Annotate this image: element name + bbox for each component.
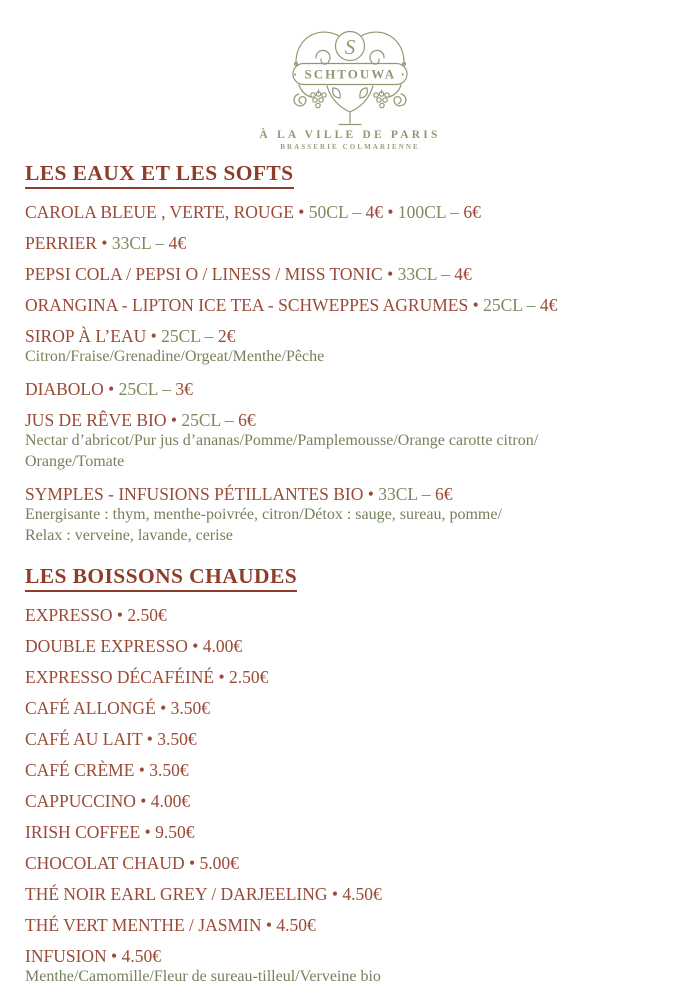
grapes-right	[374, 90, 389, 108]
item-price: 4.50€	[121, 945, 161, 966]
section-title: LES EAUX ET LES SOFTS	[25, 161, 294, 189]
item-name: PEPSI COLA / PEPSI O / LINESS / MISS TONIC •	[25, 264, 398, 284]
item-line	[25, 411, 675, 430]
menu-item	[25, 411, 675, 473]
item-flavors: Menthe/Camomille/Fleur de sureau-tilleul/Verveine bio	[25, 967, 381, 985]
menu-item	[25, 730, 675, 749]
menu-item	[25, 854, 675, 873]
logo-banner-name: · SCHTOUWA ·	[292, 66, 408, 82]
section-boissons-chaudes	[25, 564, 675, 988]
item-price: 6€	[434, 483, 453, 504]
item-line	[25, 916, 675, 935]
menu-item	[25, 296, 675, 315]
menu-item	[25, 327, 675, 368]
item-size: 25CL –	[483, 295, 540, 315]
item-price: 4.50€	[276, 914, 316, 935]
item-name: DIABOLO •	[25, 378, 119, 399]
item-price: 4.50€	[342, 883, 382, 904]
item-price: 3.50€	[170, 697, 211, 718]
item-line	[25, 761, 675, 780]
item-name: JUS DE RÊVE BIO •	[25, 409, 182, 430]
tendril-right	[394, 94, 406, 106]
item-name: PERRIER •	[25, 233, 112, 253]
item-name: CAFÉ AU LAIT •	[25, 728, 158, 749]
item-name: ORANGINA - LIPTON ICE TEA - SCHWEPPES AGRUMES •	[25, 295, 484, 315]
menu-item	[25, 606, 675, 625]
menu-item	[25, 947, 675, 988]
item-flavors: Citron/Fraise/Grenadine/Orgeat/Menthe/Pêche	[25, 348, 325, 365]
item-price: 6€	[463, 202, 481, 222]
item-line	[25, 380, 675, 399]
item-line	[25, 606, 675, 625]
menu-item	[25, 699, 675, 718]
leaf-right	[360, 88, 367, 98]
logo-monogram: S	[344, 35, 356, 59]
item-price: 4.00€	[150, 790, 191, 811]
menu-item	[25, 823, 675, 842]
logo-subtitle: À LA VILLE DE PARIS	[259, 129, 441, 141]
item-line	[25, 730, 675, 749]
vine-right	[389, 85, 401, 97]
item-price: 2.50€	[127, 604, 167, 625]
menu-item	[25, 637, 675, 656]
item-line	[25, 668, 675, 687]
menu-item	[25, 761, 675, 780]
item-line	[25, 296, 675, 315]
item-size: 50CL –	[308, 202, 366, 222]
item-name: EXPRESSO DÉCAFÉINÉ •	[25, 666, 229, 687]
restaurant-logo	[0, 0, 700, 151]
item-price: 2€	[217, 326, 236, 346]
curl-left	[316, 50, 330, 64]
item-name: SYMPLES - INFUSIONS PÉTILLANTES BIO •	[25, 483, 379, 504]
item-name: CAROLA BLEUE , VERTE, ROUGE •	[25, 202, 309, 222]
item-size: 100CL –	[397, 202, 464, 222]
item-separator: •	[383, 202, 398, 222]
item-line	[25, 947, 675, 966]
item-size: 33CL –	[111, 233, 169, 253]
item-line	[25, 885, 675, 904]
item-name: SIROP À L’EAU •	[25, 326, 162, 346]
curl-right	[370, 50, 384, 64]
item-line	[25, 327, 675, 346]
item-price: 3.50€	[157, 728, 197, 749]
item-size: 25CL –	[118, 378, 176, 399]
item-price: 4€	[454, 264, 472, 284]
menu-item	[25, 380, 675, 399]
item-name: THÉ VERT MENTHE / JASMIN •	[25, 914, 277, 935]
item-name: DOUBLE EXPRESSO •	[25, 635, 203, 656]
item-size: 33CL –	[397, 264, 455, 284]
item-price: 4.00€	[202, 635, 243, 656]
item-line	[25, 823, 675, 842]
section-eaux-et-softs	[25, 161, 675, 547]
menu-item	[25, 234, 675, 253]
item-price: 6€	[238, 409, 256, 430]
item-price: 3.50€	[149, 759, 189, 780]
item-name: CAFÉ ALLONGÉ •	[25, 697, 171, 718]
item-price: 4€	[365, 202, 383, 222]
item-size: 33CL –	[378, 483, 435, 504]
menu-item	[25, 265, 675, 284]
item-name: THÉ NOIR EARL GREY / DARJEELING •	[25, 883, 343, 904]
item-name: CHOCOLAT CHAUD •	[25, 852, 200, 873]
item-line	[25, 265, 675, 284]
item-flavors: Relax : verveine, lavande, cerise	[25, 527, 233, 544]
vine-left	[299, 85, 311, 97]
item-price: 3€	[175, 378, 193, 399]
section-title: LES BOISSONS CHAUDES	[25, 564, 297, 592]
item-price: 4€	[168, 233, 187, 253]
item-price: 5.00€	[199, 852, 239, 873]
item-name: INFUSION •	[25, 945, 122, 966]
item-name: CAPPUCCINO •	[25, 790, 151, 811]
logo-emblem-icon	[275, 24, 425, 128]
arch-left	[296, 32, 339, 64]
item-flavors: Orange/Tomate	[25, 453, 125, 470]
item-flavors: Nectar d’abricot/Pur jus d’ananas/Pomme/Pamplemousse/Orange carotte citron/	[25, 431, 539, 449]
item-price: 9.50€	[155, 821, 195, 842]
menu-item	[25, 792, 675, 811]
menu-content	[0, 151, 700, 987]
leaf-left	[333, 88, 340, 98]
menu-item	[25, 885, 675, 904]
tendril-left	[294, 94, 306, 106]
item-name: CAFÉ CRÈME •	[25, 759, 150, 780]
menu-item	[25, 203, 675, 222]
item-price: 4€	[539, 295, 558, 315]
item-name: IRISH COFFEE •	[25, 821, 156, 842]
arch-right	[361, 32, 404, 64]
menu-item	[25, 916, 675, 935]
item-line	[25, 699, 675, 718]
item-name: EXPRESSO •	[25, 604, 128, 625]
item-line	[25, 792, 675, 811]
item-line	[25, 234, 675, 253]
grapes-left	[311, 90, 326, 108]
item-line	[25, 203, 675, 222]
item-size: 25CL –	[161, 326, 218, 346]
wine-glass-icon	[327, 86, 373, 125]
item-line	[25, 637, 675, 656]
menu-item	[25, 485, 675, 547]
item-flavors: Energisante : thym, menthe-poivrée, citron/Détox : sauge, sureau, pomme/	[25, 505, 502, 523]
item-line	[25, 854, 675, 873]
menu-item	[25, 668, 675, 687]
item-size: 25CL –	[181, 409, 239, 430]
logo-tagline: BRASSERIE COLMARIENNE	[280, 143, 420, 151]
item-line	[25, 485, 675, 504]
item-price: 2.50€	[229, 666, 269, 687]
